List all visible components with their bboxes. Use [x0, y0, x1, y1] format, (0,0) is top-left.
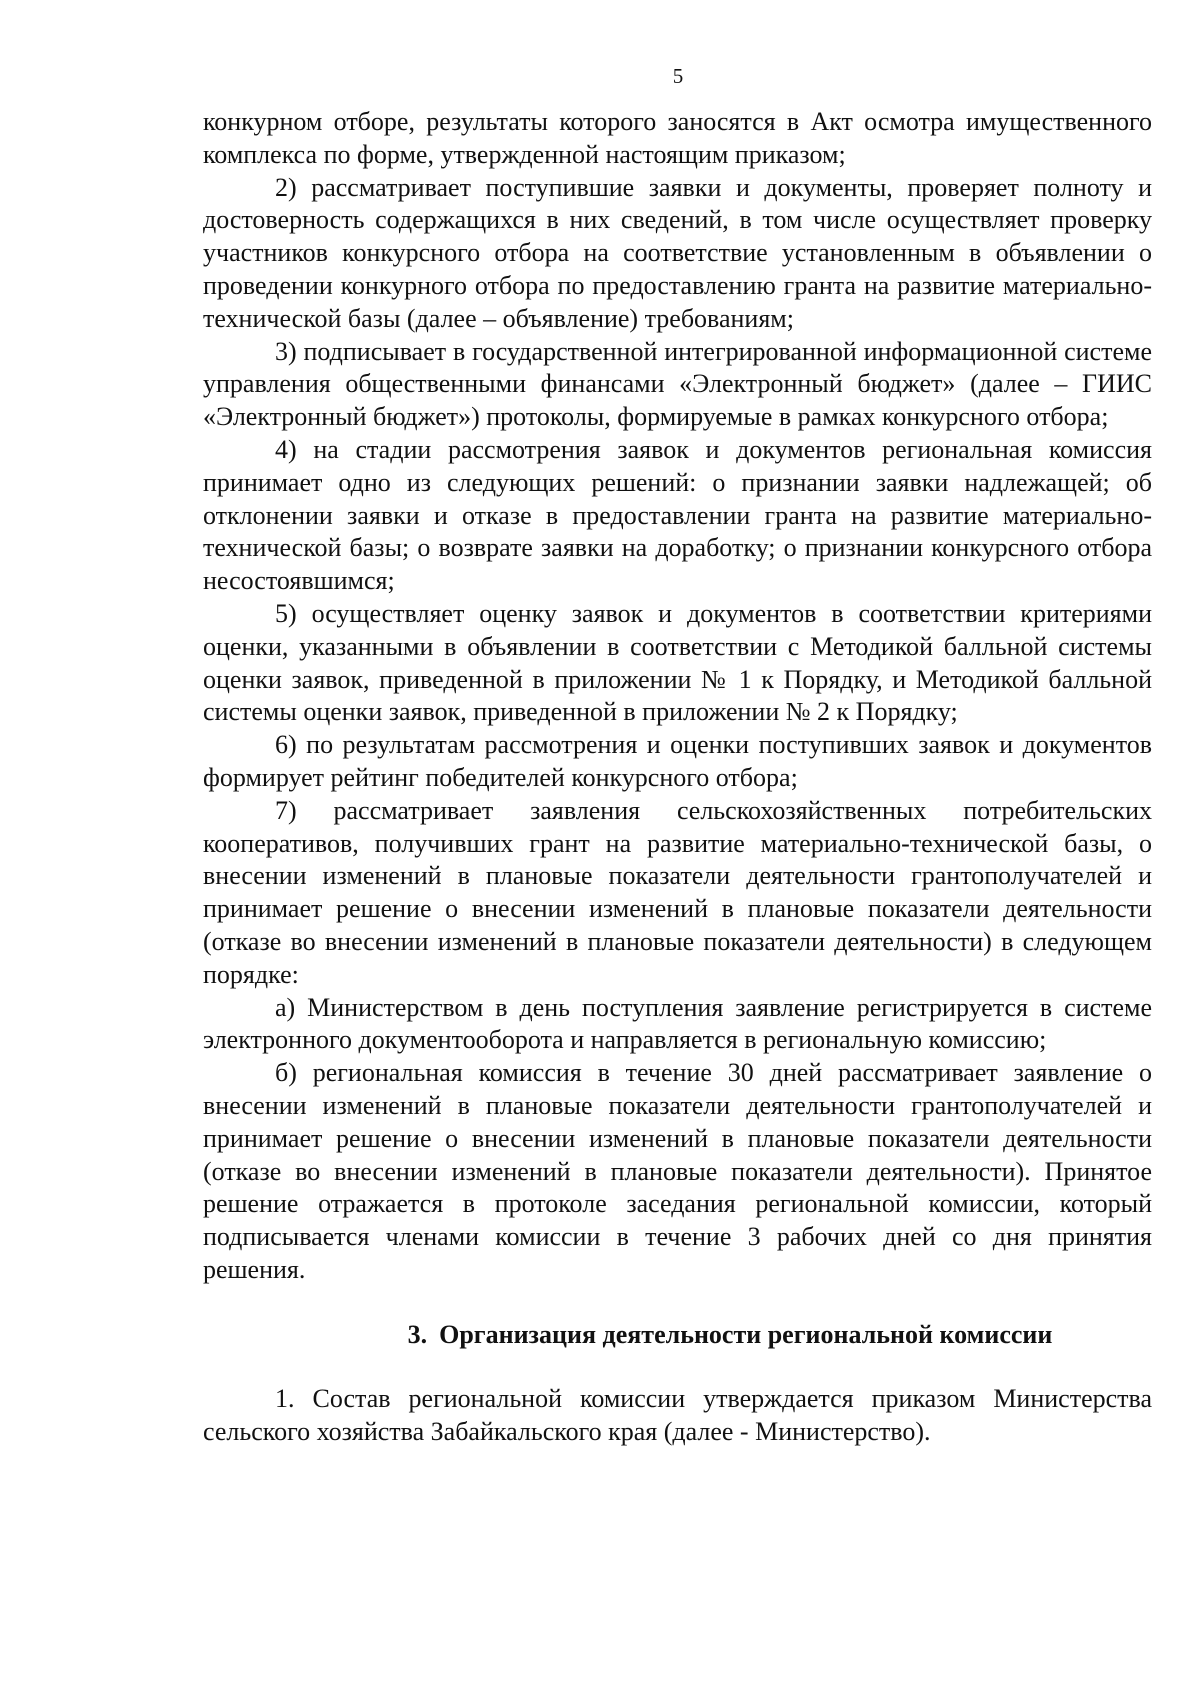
section-title: Организация деятельности региональной комиссии [439, 1319, 1053, 1349]
paragraph-subitem-a: а) Министерством в день поступления заявление регистрируется в системе электронного документооборота и направляется в региональную комиссию; [203, 992, 1152, 1055]
paragraph-continuation: конкурном отборе, результаты которого заносятся в Акт осмотра имущественного комплекса по форме, утвержденной настоящим приказом; [203, 107, 1152, 169]
paragraph-item-5: 5) осуществляет оценку заявок и документов в соответствии критериями оценки, указанными в объявлении в соответствии с Методикой балльной системы оценки заявок, приведенной в приложении № 1 к Порядку, и Методикой балльной системы оценки заявок, приведенной в приложении № 2 к Порядку; [203, 598, 1152, 727]
page-number: 5 [672, 64, 684, 88]
section-heading [203, 1319, 1152, 1352]
section-paragraph-1: 1. Состав региональной комиссии утверждается приказом Министерства сельского хозяйства Забайкальского края (далее - Министерство). [203, 1384, 1152, 1447]
paragraph-item-4: 4) на стадии рассмотрения заявок и документов региональная комиссия принимает одно из следующих решений: о признании заявки надлежащей; об отклонении заявки и отказе в предоставлении гранта на развитие материально-технической базы; о возврате заявки на доработку; о признании конкурсного отбора несостоявшимся; [203, 434, 1152, 596]
paragraph-item-2: 2) рассматривает поступившие заявки и документы, проверяет полноту и достоверность содержащихся в них сведений, в том числе осуществляет проверку участников конкурсного отбора на соответствие установленным в объявлении о проведении конкурного отбора по предоставлению гранта на развитие материально-технической базы (далее – объявление) требованиям; [203, 172, 1152, 333]
document-body [203, 106, 1152, 1449]
paragraph-item-3: 3) подписывает в государственной интегрированной информационной системе управления общественными финансами «Электронный бюджет» (далее – ГИИС «Электронный бюджет») протоколы, формируемые в рамках конкурсного отбора; [203, 336, 1152, 432]
paragraph-subitem-b: б) региональная комиссия в течение 30 дней рассматривает заявление о внесении изменений в плановые показатели деятельности грантополучателей и принимает решение о внесении изменений в плановые показатели деятельности (отказе во внесении изменений в плановые показатели деятельности). Принятое решение отражается в протоколе заседания региональной комиссии, который подписывается членами комиссии в течение 3 рабочих дней со дня принятия решения. [203, 1058, 1152, 1284]
section-number: 3. [407, 1319, 428, 1349]
paragraph-item-6: 6) по результатам рассмотрения и оценки поступивших заявок и документов формирует рейтинг победителей конкурсного отбора; [203, 730, 1152, 792]
paragraph-item-7: 7) рассматривает заявления сельскохозяйственных потребительских кооперативов, получивших грант на развитие материально-технической базы, о внесении изменений в плановые показатели деятельности грантополучателей и принимает решение о внесении изменений в плановые показатели деятельности (отказе во внесении изменений в плановые показатели деятельности) в следующем порядке: [203, 795, 1152, 989]
